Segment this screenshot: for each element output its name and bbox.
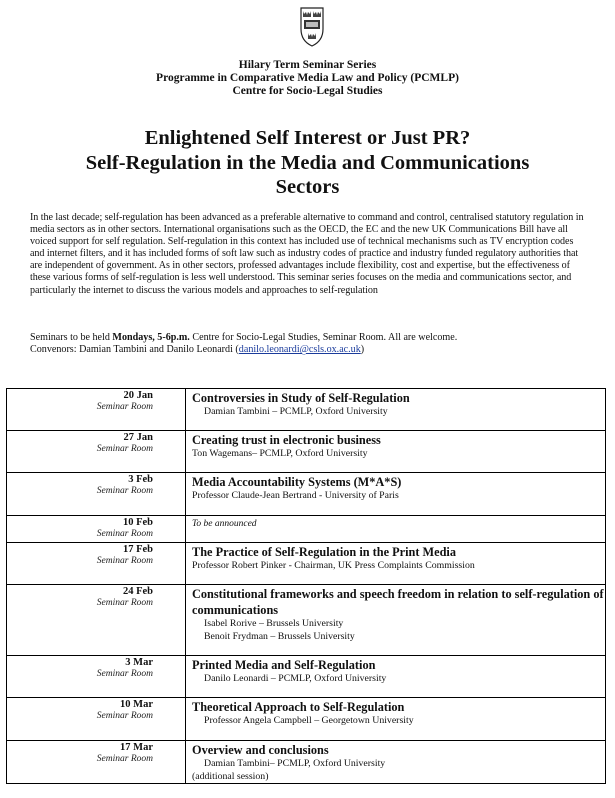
schedule-time: Mondays, 5-6p.m.	[112, 332, 190, 343]
title-line-2: Self-Regulation in the Media and Communications	[85, 151, 530, 174]
seminar-details	[186, 389, 606, 431]
seminar-when	[7, 473, 186, 516]
header	[0, 59, 615, 98]
seminar-room: Seminar Room	[96, 711, 153, 721]
seminar-when	[7, 543, 186, 585]
seminar-date: 3 Mar	[125, 657, 153, 668]
seminar-room: Seminar Room	[96, 556, 153, 566]
seminar-details	[186, 698, 606, 741]
intro-text: In the last decade; self-regulation has been advanced as a preferable alternative to command and control, centralised statutory regulation in media sectors as in other sectors. International organisations such as the OECD, the EC and the new UK Communications Bill have all voiced support for self regulation. Self-regulation in this context has included use of technical mechanisms such as TV encryption codes and internet filters, and it has included forms of soft law such as industry codes of practice and industry funded regulatory authorities that are independent of government. As in other sectors, professed advantages include flexibility, cost and expertise, but the effectiveness of these various forms of self-regulation is less well understood. This seminar series focuses on the media and communications sector, and particularly the internet to discuss the various models and approaches to self-regulation	[30, 212, 584, 296]
seminar-speaker: Isabel Rorive – Brussels University	[204, 618, 344, 629]
seminar-date: 20 Jan	[123, 390, 153, 401]
seminar-room: Seminar Room	[96, 529, 153, 539]
seminar-row	[7, 473, 606, 516]
seminar-when	[7, 698, 186, 741]
seminar-note: (additional session)	[192, 770, 269, 782]
title-line-1: Enlightened Self Interest or Just PR?	[144, 127, 471, 149]
seminar-title: Creating trust in electronic business	[192, 433, 381, 447]
centre-name: Centre for Socio-Legal Studies	[232, 85, 383, 97]
intro-paragraph	[30, 212, 590, 297]
seminar-speaker: Professor Robert Pinker - Chairman, UK Press Complaints Commission	[192, 560, 475, 571]
seminar-details	[186, 741, 606, 784]
seminar-title: Theoretical Approach to Self-Regulation	[192, 700, 405, 714]
seminar-title: Controversies in Study of Self-Regulation	[192, 391, 410, 405]
seminar-date: 3 Feb	[128, 474, 153, 485]
seminar-details	[186, 431, 606, 473]
seminar-speaker: Ton Wagemans– PCMLP, Oxford University	[192, 448, 368, 459]
seminar-details	[186, 516, 606, 543]
programme-name: Programme in Comparative Media Law and Policy (PCMLP)	[156, 72, 459, 84]
seminar-row	[7, 516, 606, 543]
convenors-line	[30, 344, 590, 356]
seminar-room: Seminar Room	[96, 486, 153, 496]
schedule-info	[30, 332, 590, 357]
seminar-room: Seminar Room	[96, 402, 153, 412]
seminar-room: Seminar Room	[96, 444, 153, 454]
seminar-date: 10 Mar	[120, 699, 153, 710]
schedule-location: Centre for Socio-Legal Studies, Seminar Room. All are welcome.	[189, 332, 458, 343]
seminar-title: Constitutional frameworks and speech freedom in relation to self-regulation of communications	[192, 587, 604, 617]
title-line-3: Sectors	[275, 176, 340, 198]
convenors-close: )	[360, 344, 365, 356]
seminar-details	[186, 473, 606, 516]
seminar-row	[7, 431, 606, 473]
seminar-row	[7, 698, 606, 741]
seminar-table	[6, 388, 606, 784]
seminar-speaker: Professor Claude-Jean Bertrand - University of Paris	[192, 490, 399, 501]
seminar-date: 10 Feb	[122, 517, 153, 528]
seminar-when	[7, 656, 186, 698]
seminar-when	[7, 516, 186, 543]
seminar-title: Printed Media and Self-Regulation	[192, 658, 376, 672]
seminar-title: Media Accountability Systems (M*A*S)	[192, 475, 402, 489]
series-name: Hilary Term Seminar Series	[238, 59, 377, 71]
seminar-date: 17 Feb	[122, 544, 153, 555]
seminar-details	[186, 656, 606, 698]
seminar-title: The Practice of Self-Regulation in the Print Media	[192, 545, 456, 559]
seminar-date: 27 Jan	[123, 432, 153, 443]
seminar-room: Seminar Room	[96, 598, 153, 608]
email-link[interactable]: danilo.leonardi@csls.ox.ac.uk	[238, 344, 361, 356]
schedule-prefix: Seminars to be held	[30, 332, 113, 343]
seminar-details	[186, 585, 606, 656]
seminar-when	[7, 741, 186, 784]
seminar-room: Seminar Room	[96, 754, 153, 764]
seminar-date: 17 Mar	[120, 742, 153, 753]
seminar-title: Overview and conclusions	[192, 743, 329, 757]
seminar-details	[186, 543, 606, 585]
seminar-speaker: Professor Angela Campbell – Georgetown University	[204, 715, 414, 726]
convenors-text: Convenors: Damian Tambini and Danilo Leonardi (	[30, 344, 239, 356]
seminar-speaker: Damian Tambini– PCMLP, Oxford University	[204, 758, 386, 769]
schedule-line	[30, 332, 590, 344]
seminar-when	[7, 431, 186, 473]
seminar-date: 24 Feb	[122, 586, 153, 597]
university-crest-icon	[300, 7, 324, 47]
seminar-row	[7, 656, 606, 698]
seminar-room: Seminar Room	[96, 669, 153, 679]
seminar-row	[7, 585, 606, 656]
seminar-when	[7, 585, 186, 656]
seminar-row	[7, 543, 606, 585]
page-title	[0, 126, 615, 200]
seminar-speaker: Damian Tambini – PCMLP, Oxford University	[204, 406, 388, 417]
seminar-speaker: Danilo Leonardi – PCMLP, Oxford University	[204, 673, 387, 684]
seminar-speaker: Benoit Frydman – Brussels University	[204, 630, 355, 642]
seminar-when	[7, 389, 186, 431]
seminar-row	[7, 741, 606, 784]
seminar-row	[7, 389, 606, 431]
seminar-tba: To be announced	[192, 519, 257, 529]
